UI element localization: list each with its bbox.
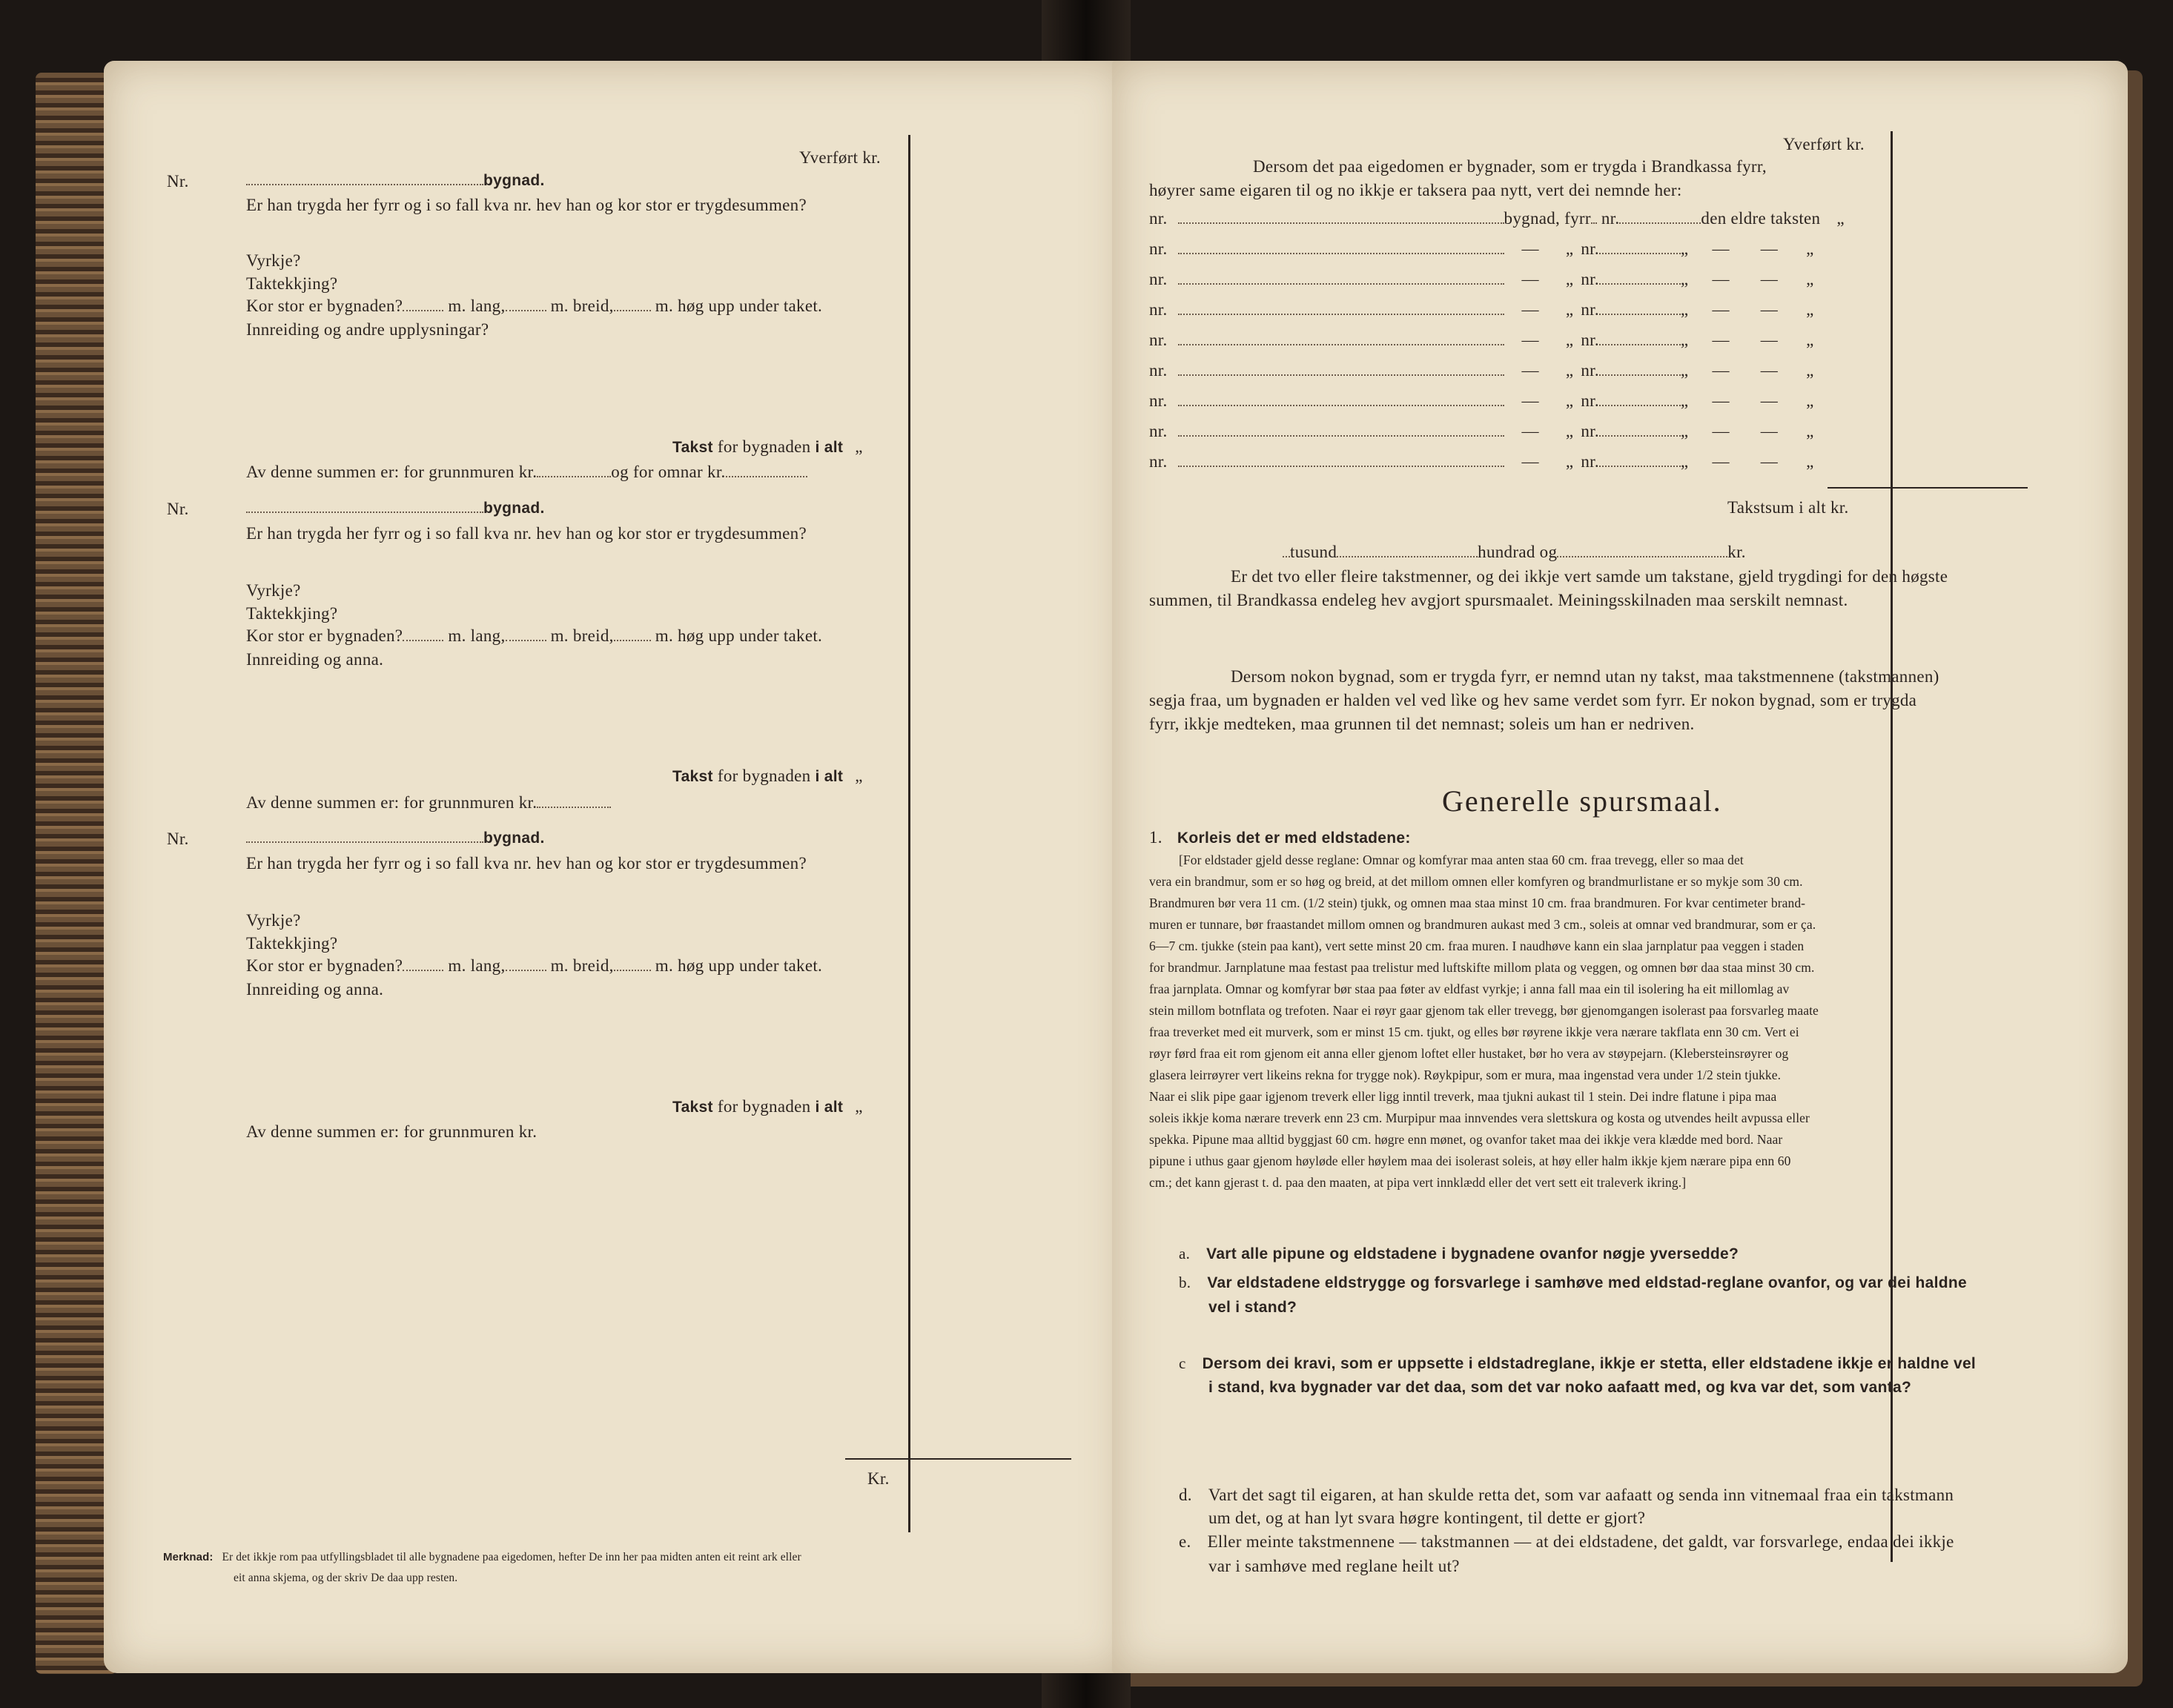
hundrad-label: hundrad og [1478, 543, 1558, 561]
list-item: nr. — „ nr. „ — — „ [1149, 331, 1814, 349]
entry-nr: Nr. [167, 172, 189, 191]
list-item: nr. — „ nr. „ — — „ [1149, 452, 1814, 471]
entry-taktekkjing: Taktekkjing? [246, 274, 338, 293]
para1-line-2: summen, til Brandkassa endeleg hev avgjort spursmaalet. Meiningsskilnaden maa serskilt nemnast. [1149, 591, 1848, 609]
right-takstsum-rule [1828, 487, 2028, 489]
regulation-line: Brandmuren bør vera 11 cm. (1/2 stein) tjukk, og omnen maa staa minst 10 cm. fraa brandmuren. For kvar centimeter brand- [1149, 896, 1806, 910]
list-item: nr. — „ nr. „ — — „ [1149, 239, 1814, 258]
qb-text: Var eldstadene eldstrygge og forsvarlege i samhøve med eldstad-reglane ovanfor, og var dei haldne [1207, 1274, 1967, 1291]
qd-text: Vart det sagt til eigaren, at han skulde retta det, som var aafaatt og senda inn vitnemaal fraa ein takstmann [1208, 1486, 1954, 1504]
para2-line-2: segja fraa, um bygnaden er halden vel ved lìke og hev same verdet som fyrr. Er nokon bygnad, som er trygda [1149, 691, 1917, 709]
entry-innreiding: Innreiding og anna. [246, 650, 384, 669]
takstsum: Takstsum i alt kr. [1727, 498, 1849, 517]
entry-taktekkjing: Taktekkjing? [246, 604, 338, 623]
right-takstsum-divider [1891, 131, 1893, 546]
qc-label: c [1179, 1354, 1186, 1372]
merknad-label: Merknad: [163, 1551, 214, 1563]
qa-text: Vart alle pipune og eldstadene i bygnadene ovanfor nøgje yversedde? [1206, 1245, 1739, 1262]
entry-question: Er han trygda her fyrr og i so fall kva nr. hev han og kor stor er trygdesummen? [246, 196, 807, 214]
qe-text: Eller meinte takstmennene — takstmannen — at dei eldstadene, det galdt, var forsvarlege, endaa dei ikkje [1207, 1532, 1954, 1551]
entry-vyrkje: Vyrkje? [246, 911, 301, 930]
list-item: nr. — „ nr. „ — — „ [1149, 361, 1814, 380]
regulation-line: fraa treverket med eit murverk, som er minst 15 cm. tjukt, og elles bør røyrene ikkje vera nærare takflata enn 30 cm. Vert ei [1149, 1025, 1799, 1039]
entry-summen: Av denne summen er: for grunnmuren kr. [246, 463, 538, 481]
takst-label: Takst [672, 439, 713, 456]
q1-number: 1. [1149, 828, 1162, 847]
qe-label: e. [1179, 1532, 1191, 1551]
general-questions-heading: Generelle spursmaal. [1442, 784, 1722, 818]
qb-label: b. [1179, 1274, 1191, 1291]
regulation-line: soleis ikkje koma nærare treverk enn 23 cm. Murpipur maa innvendes vera slettskura og kosta og utvendes heilt avpussa eller [1149, 1110, 1810, 1125]
right-page [1112, 61, 2128, 1673]
kr-label: kr. [1727, 543, 1746, 561]
entry-size: Kor stor er bygnaden? [246, 297, 403, 315]
entry-bygnad: bygnad. [483, 830, 545, 847]
entry-nr: Nr. [167, 830, 189, 848]
list-item: nr. — „ nr. „ — — „ [1149, 300, 1814, 319]
merknad-text: Er det ikkje rom paa utfyllingsbladet til alle bygnadene paa eigedomen, hefter De inn her paa midten anten eit reint ark eller [222, 1551, 801, 1563]
regulation-line: Naar ei slik pipe gaar igjenom treverk eller ligg inntil treverk, maa tjukni aukast til 1 stein. Dei indre flatune i pipa maa [1149, 1089, 1777, 1104]
entry-bygnad: bygnad. [483, 500, 545, 517]
list-item: nr. bygnad, fyrr nr. den eldre taksten „ [1149, 209, 1845, 228]
para1-line-1: Er det tvo eller fleire takstmenner, og dei ikkje vert samde um takstane, gjeld trygdingi for den høgste [1231, 567, 1948, 586]
entry-summen: Av denne summen er: for grunnmuren kr. [246, 1122, 538, 1141]
entry-question: Er han trygda her fyrr og i so fall kva nr. hev han og kor stor er trygdesummen? [246, 524, 807, 543]
regulation-line: pipune i uthus gaar gjenom høyløde eller høylem maa dei isolerast soleis, at høy eller halm ikkje kjem nærare pipa enn 60 [1149, 1153, 1791, 1168]
list-item: nr. — „ nr. „ — — „ [1149, 391, 1814, 410]
qd-text-2: um det, og at han lyt svara høgre kontingent, til dette er gjort? [1208, 1509, 1646, 1527]
qc-text: Dersom dei kravi, som er uppsette i eldstadreglane, ikkje er stetta, eller eldstadene ikkje er haldne vel [1202, 1355, 1977, 1372]
list-item: nr. — „ nr. „ — — „ [1149, 422, 1814, 440]
left-page: Yverført kr. Nr. bygnad. Er han trygda her fyrr og i so fall kva nr. hev han og kor stor er trygdesummen? Vyrkje? Taktekkjing? Kor stor er bygnaden? m. lang, m. breid, m. høg upp under taket. Innreiding og andre upplysningar? Takst for bygnaden i alt „ Av denne summen er: for grunnmuren kr. og for omnar kr. Nr. bygnad. Er han trygda her fyrr og i so fall kva nr. hev han og kor stor er trygdesummen? Vyrkje? Taktekkjing? Kor stor er bygnaden? m. lang, m. breid, m. høg upp under taket. Innreiding og anna. Takst for bygnaden i alt „ Av denne summen er: for grunnmuren kr. Nr. bygnad. Er han trygda her fyrr og i so fall kva nr. hev han og kor stor er trygdesummen? Vyrkje? Taktekkjing? Kor stor er bygnaden? m. lang, m. breid, m. høg upp under taket. Innreiding og anna. Takst for bygnaden i alt „ Av denne summen er: for grunnmuren kr. Kr. Merknad: Er det ikkje rom paa utfyllingsbladet til alle bygnadene paa eigedomen, hefter De inn her paa midten anten eit reint ark eller eit anna skjema, og der skriv De daa upp resten. [104, 61, 1127, 1673]
entry-size: Kor stor er bygnaden? [246, 626, 403, 645]
takst-label: Takst [672, 768, 713, 785]
regulation-line: glasera leirrøyrer vert likeins rekna for trygge nok). Røykpipur, som er mura, maa ingenstad vera under 1/2 stein tjukke. [1149, 1068, 1782, 1082]
regulation-line: stein millom botnflata og trefoten. Naar ei røyr gaar gjenom tak eller trevegg, bør gjenomgangen isolerast paa forsvarleg maate [1149, 1003, 1819, 1018]
qa-label: a. [1179, 1245, 1191, 1262]
left-total-kr: Kr. [867, 1469, 890, 1488]
entry-question: Er han trygda her fyrr og i so fall kva nr. hev han og kor stor er trygdesummen? [246, 854, 807, 873]
takst-label: Takst [672, 1099, 713, 1116]
merknad-text-2: eit anna skjema, og der skriv De daa upp resten. [234, 1572, 458, 1584]
entry-innreiding: Innreiding og andre upplysningar? [246, 320, 489, 339]
regulation-line: 6—7 cm. tjukke (stein paa kant), vert sette minst 20 cm. fraa muren. I naudhøve kann ein slaa jarnplatur paa veggen i staden [1149, 939, 1805, 953]
entry-vyrkje: Vyrkje? [246, 581, 301, 600]
entry-nr: Nr. [167, 500, 189, 518]
left-carry-over: Yverført kr. [799, 148, 881, 167]
qd-label: d. [1179, 1486, 1192, 1504]
regulation-line: cm.; det kann gjerast t. d. paa den maaten, at pipa vert innklædd eller det vert sett eit traleverk ikring.] [1149, 1175, 1687, 1190]
entry-vyrkje: Vyrkje? [246, 251, 301, 270]
para2-line-1: Dersom nokon bygnad, som er trygda fyrr, er nemnd utan ny takst, maa takstmennene (takstmannen) [1231, 667, 1939, 686]
entry-size: Kor stor er bygnaden? [246, 956, 403, 975]
regulation-line: røyr førd fraa eit rom gjenom eit anna eller gjenom loftet eller hustaket, bør ho vera av støypejarn. (Klebersteinsrøyrer og [1149, 1046, 1789, 1061]
qb-text-2: vel i stand? [1208, 1299, 1297, 1316]
para2-line-3: fyrr, ikkje medteken, maa grunnen til det nemnast; soleis um han er nedriven. [1149, 715, 1695, 733]
right-carry-over: Yverført kr. [1783, 135, 1865, 153]
regulation-line: muren er tunnare, bør fraastandet millom omnen og brandmuren aukast med 3 cm., soleis at omnar ved brandmurar, som er ça. [1149, 917, 1816, 932]
left-total-column-rule [908, 135, 910, 1532]
regulation-line: for brandmur. Jarnplatune maa festast paa trelistur med luftskifte millom plata og veggen, og omnen bør daa staa minst 30 cm. [1149, 960, 1815, 975]
regulation-line: fraa jarnplata. Omnar og komfyrar bør staa paa føter av eldfast vyrkje; i anna fall maa ein til isolering ha eit millomlag av [1149, 982, 1790, 996]
intro-line-1: Dersom det paa eigedomen er bygnader, som er trygda i Brandkassa fyrr, [1253, 157, 1767, 176]
entry-summen: Av denne summen er: for grunnmuren kr. [246, 793, 538, 812]
intro-line-2: høyrer same eigaren til og no ikkje er taksera paa nytt, vert dei nemnde her: [1149, 181, 1682, 199]
regulation-line: spekka. Pipune maa alltid byggjast 60 cm. høgre enn mønet, og ovanfor taket maa dei ikkje vera klædde med bord. Naar [1149, 1132, 1783, 1147]
list-item: nr. — „ nr. „ — — „ [1149, 270, 1814, 288]
regulation-line: [For eldstader gjeld desse reglane: Omnar og komfyrar maa anten staa 60 cm. fraa trevegg, eller so maa det [1179, 853, 1744, 867]
left-total-rule [845, 1458, 1071, 1460]
entry-innreiding: Innreiding og anna. [246, 980, 384, 999]
regulation-line: vera ein brandmur, som er so høg og breid, at det millom omnen eller komfyren og brandmurlistane er so mykje som 30 cm. [1149, 874, 1803, 889]
qe-text-2: var i samhøve med reglane heilt ut? [1208, 1557, 1460, 1575]
qc-text-2: i stand, kva bygnader var det daa, som det var noko aafaatt med, og kva var det, som vanta? [1208, 1379, 1912, 1396]
tusund-label: tusund [1290, 543, 1337, 561]
entry-bygnad: bygnad. [483, 172, 545, 189]
entry-taktekkjing: Taktekkjing? [246, 934, 338, 953]
q1-title: Korleis det er med eldstadene: [1177, 830, 1411, 847]
